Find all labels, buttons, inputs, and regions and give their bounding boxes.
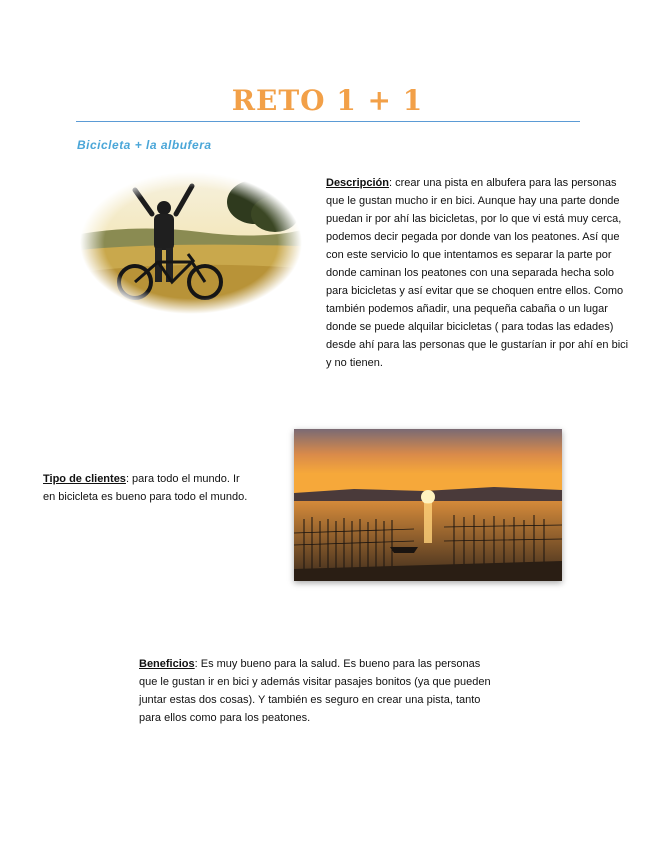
benefits-label: Beneficios <box>139 658 195 670</box>
client-type-text: : para todo el mundo. Ir en bicicleta es bueno para todo el mundo. <box>43 473 248 503</box>
benefits-text: : Es muy bueno para la salud. Es bueno para las personas que le gustan ir en bici y además visitar pasajes bonitos (ya que pueden juntar estas dos cosas). Y también es seguro en crear una pista, tanto para ellos como para los peatones. <box>139 658 491 724</box>
description-label: Descripción <box>326 177 389 189</box>
benefits-paragraph <box>139 655 494 727</box>
client-type-paragraph <box>43 470 253 506</box>
title-divider <box>76 121 580 122</box>
document-subtitle: Bicicleta + la albufera <box>77 138 212 152</box>
description-text: : crear una pista en albufera para las personas que le gustan mucho ir en bici. Aunque hay una parte donde puedan ir por ahí las bicicletas, por lo que vi está muy cerca, podemos decir pegada por donde van los peatones. Así que con este servicio lo que intentamos es separar la parte por donde caminan los peatones con una separada hecha solo para bicicletas y así evitar que se choquen entre ellos. Como también podemos añadir, una pequeña cabaña o un lugar donde se puede alquilar bicicletas ( para todas las edades) desde ahí para las personas que le gustarían ir por ahí en bici y no tienen. <box>326 177 629 369</box>
albufera-sunset-photo <box>294 429 562 581</box>
client-type-label: Tipo de clientes <box>43 473 126 485</box>
cyclist-photo <box>80 172 302 314</box>
description-paragraph <box>326 174 636 372</box>
document-title: RETO 1 + 1 <box>231 84 424 117</box>
